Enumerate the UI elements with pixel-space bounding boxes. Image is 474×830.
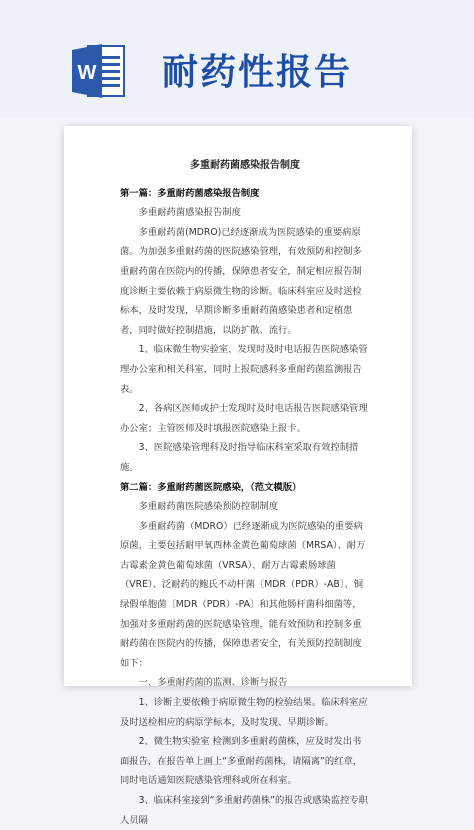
list-item: 1、临床微生物实验室、发现时及时电话报告医院感染管理办公室和相关科室，同时上报院感科多重耐药菌监测报告表。 — [120, 344, 368, 395]
document-title: 多重耐药菌感染报告制度 — [190, 160, 300, 171]
list-item: 1、诊断主要依赖于病原微生物的检验结果。临床科室应及时送检相应的病原学标本，及时发现、早期诊断。 — [120, 697, 368, 728]
list-item: 2、微生物实验室 检测到多重耐药菌株，应及时发出书面报告，在报告单上画上“多重耐药菌株，请隔离”的红章，同时电话通知医院感染管理科或所在科室。 — [120, 736, 363, 787]
list-item: 3、临床科室接到“多重耐药菌株”的报告或感染监控专职人员隔 — [120, 795, 368, 826]
paragraph: 多重耐药菌(MDRO)已经逐渐成为医院感染的重要病原菌。为加强多重耐药菌的医院感染管理，有效预防和控制多重耐药菌在医院内的传播，保障患者安全，制定相应报告制度诊断主要依赖于病原微生物的诊断。临床科室应及时送检标本，及时发现，早期诊断多重耐药菌感染患者和定植患者，同时做好控制措施，以防扩散、流行。 — [120, 226, 362, 336]
list-item: 2、各病区医师或护士发现时及时电话报告医院感染管理办公室；主管医师及时填报医院感染上报卡。 — [120, 403, 368, 434]
banner-title: 耐药性报告 — [162, 52, 353, 93]
list-item: 3、医院感染管理科及时指导临床科室采取有效控制措施。 — [120, 442, 359, 473]
section2-subtitle: 多重耐药菌医院感染预防控制制度 — [138, 501, 279, 513]
word-document-icon — [70, 42, 126, 100]
sub-heading: 一、多重耐药菌的监测、诊断与报告 — [138, 677, 288, 689]
logo-letter: W — [77, 62, 97, 84]
section2-heading: 第二篇：多重耐药菌医院感染，（范文模版） — [120, 481, 302, 493]
document-body — [120, 156, 370, 830]
paragraph: 多重耐药菌（MDRO）已经逐渐成为医院感染的重要病原菌，主要包括耐甲氧西林金黄色葡萄球菌（MRSA）、耐万古霉素金黄色葡萄球菌（VRSA）、耐万古霉素肠球菌（VRE）、泛耐药的鲍氏不动杆菌〔MDR（PDR）-AB〕、铜绿假单胞菌〔MDR（PDR）-PA〕和其他肠杆菌科细菌等，加强对多重耐药菌的医院感染管理，能有效预防和控制多重耐药菌在医院内的传播，保障患者安全，有关预防控制制度如下： — [120, 520, 366, 669]
section1-subtitle: 多重耐药菌感染报告制度 — [138, 207, 241, 219]
section1-heading: 第一篇：多重耐药菌感染报告制度 — [120, 187, 260, 199]
banner — [0, 0, 474, 118]
